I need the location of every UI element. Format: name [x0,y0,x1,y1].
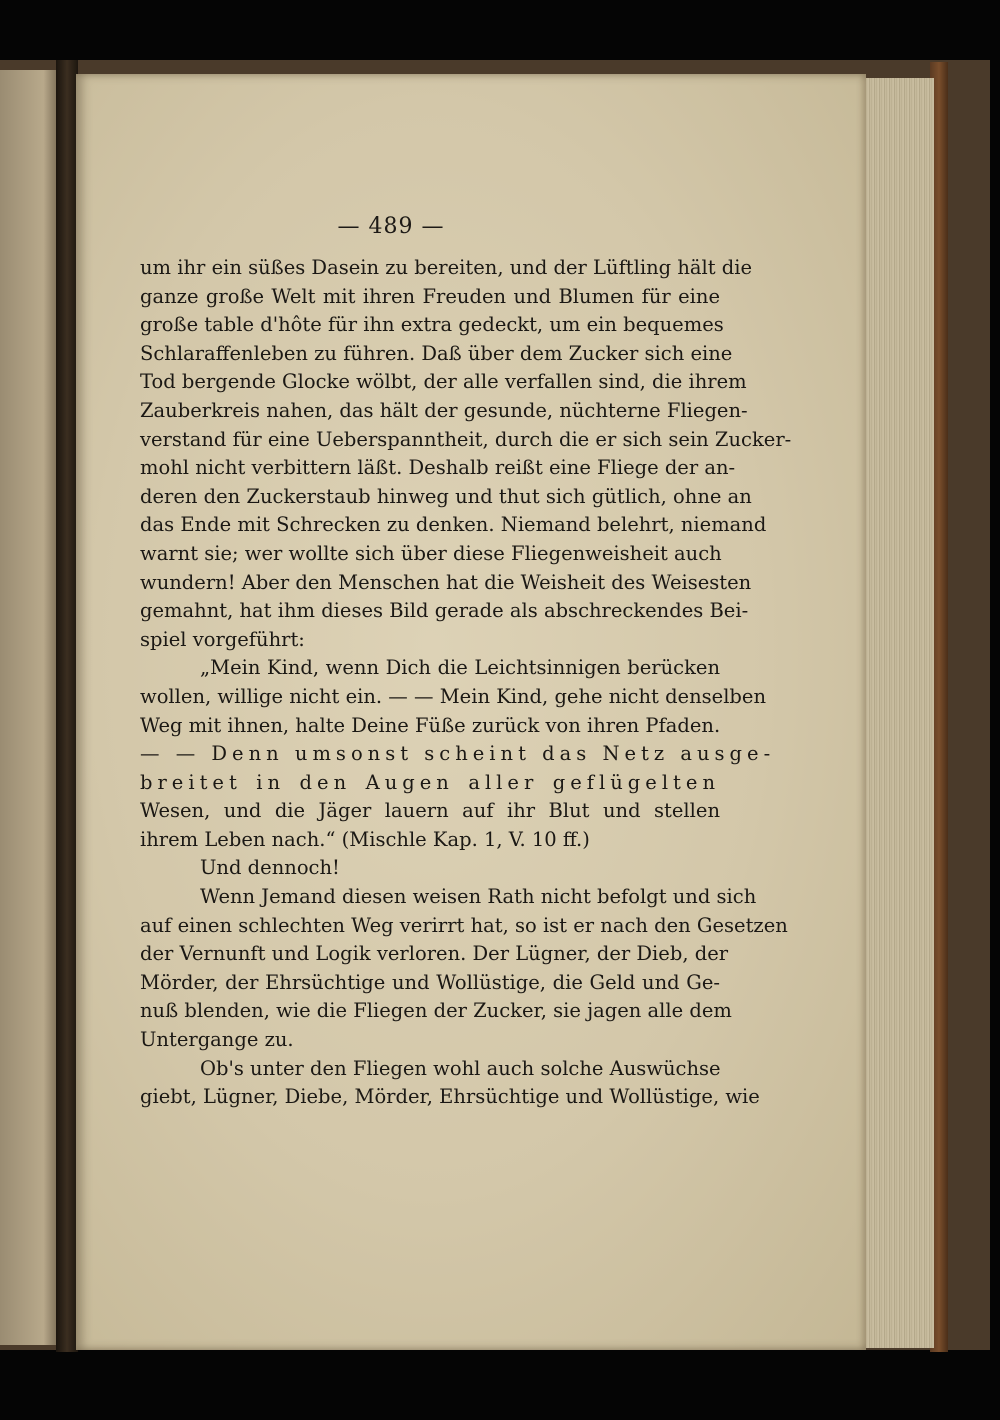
text-line: warnt sie; wer wollte sich über diese Fliegenweisheit auch [140,541,722,565]
text-line: „Mein Kind, wenn Dich die Leichtsinnigen berücken [200,656,720,680]
book-page [76,74,866,1350]
text-line: ganze große Welt mit ihren Freuden und Blumen für eine [140,284,720,308]
text-line: Wesen, und die Jäger lauern auf ihr Blut und stellen [140,799,720,823]
text-line: wollen, willige nicht ein. — — Mein Kind, gehe nicht denselben [140,684,767,708]
text-line: Untergange zu. [140,1028,294,1052]
text-line: Und dennoch! [200,856,340,880]
text-line: der Vernunft und Logik verloren. Der Lügner, der Dieb, der [140,942,729,966]
text-line: große table d'hôte für ihn extra gedeckt, um ein bequemes [140,313,724,337]
text-line: um ihr ein süßes Dasein zu bereiten, und der Lüftling hält die [140,256,753,279]
text-line: wundern! Aber den Menschen hat die Weisheit des Weisesten [140,570,752,594]
text-line: — — Denn umsonst scheint das Netz ausge- [140,742,776,766]
page-stack-edges [860,78,934,1348]
text-line: breitet in den Augen aller geflügelten [140,770,720,794]
page-number-header: — 489 — [337,214,445,239]
text-line: Zauberkreis nahen, das hält der gesunde, nüchterne Fliegen- [140,398,748,422]
text-line: gemahnt, hat ihm dieses Bild gerade als abschreckendes Bei- [140,599,749,623]
text-line: mohl nicht verbittern läßt. Deshalb reißt eine Fliege der an- [140,456,736,480]
text-line: giebt, Lügner, Diebe, Mörder, Ehrsüchtige und Wollüstige, wie [140,1085,760,1109]
text-line: ihrem Leben nach.“ (Mischle Kap. 1, V. 10 ff.) [140,827,590,851]
text-line: auf einen schlechten Weg verirrt hat, so ist er nach den Gesetzen [140,913,788,937]
text-line: Tod bergende Glocke wölbt, der alle verfallen sind, die ihrem [140,370,747,394]
text-line: Mörder, der Ehrsüchtige und Wollüstige, die Geld und Ge- [140,970,720,994]
page-body-text [140,254,792,1112]
text-line: nuß blenden, wie die Fliegen der Zucker, sie jagen alle dem [140,999,732,1023]
text-line: Schlaraffenleben zu führen. Daß über dem Zucker sich eine [140,341,733,365]
text-line: das Ende mit Schrecken zu denken. Niemand belehrt, niemand [140,513,767,537]
left-page-edge [0,70,62,1345]
text-line: Ob's unter den Fliegen wohl auch solche Auswüchse [200,1056,721,1080]
text-line: Weg mit ihnen, halte Deine Füße zurück von ihren Pfaden. [140,713,721,737]
book-gutter [56,60,78,1352]
text-line: Wenn Jemand diesen weisen Rath nicht befolgt und sich [200,885,757,909]
text-line: spiel vorgeführt: [140,627,305,651]
text-line: deren den Zuckerstaub hinweg und thut sich gütlich, ohne an [140,484,752,508]
text-line: verstand für eine Ueberspanntheit, durch die er sich sein Zucker- [140,427,792,451]
